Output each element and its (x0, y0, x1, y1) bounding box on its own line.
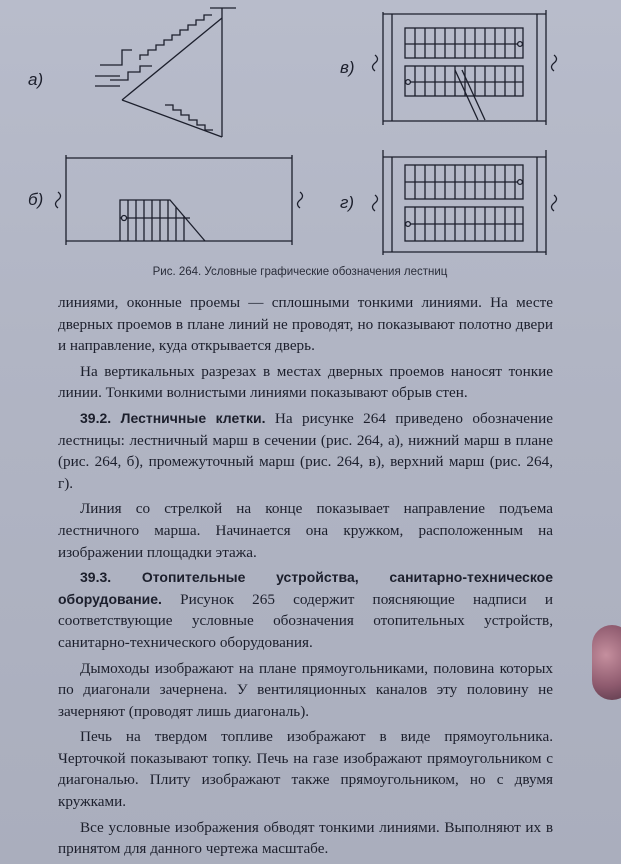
label-g: г) (340, 193, 355, 212)
stair-figure (0, 0, 621, 290)
label-v: в) (340, 58, 355, 77)
body-text (58, 292, 553, 860)
paragraph-1: линиями, оконные проемы — сплошными тонкими линиями. На месте дверных проемов в плане линий не проводят, но показывают полотно двери и направление, куда открывается дверь. (58, 294, 553, 355)
figure-a-section (95, 8, 236, 137)
paragraph-5-body: Рисунок 265 содержит поясняющие надписи и соответствующие условные обозначения отопительных устройств, санитарно-технического оборудования. (58, 590, 553, 651)
paragraph-6: Дымоходы изображают на плане прямоугольниками, половина которых по диагонали зачернена. У вентиляционных каналов эту половину не зачерняют (проводят лишь диагональ). (58, 659, 553, 720)
paragraph-2: На вертикальных разрезах в местах дверных проемов наносят тонкие линии. Тонкими волнистыми линиями показывают обрыв стен. (58, 362, 553, 402)
finger-thumb (592, 625, 621, 700)
paragraph-8: Все условные изображения обводят тонкими линиями. Выполняют их в принятом для данного чертежа масштабе. (58, 818, 553, 858)
paragraph-7: Печь на твердом топливе изображают в виде прямоугольника. Черточкой показывают топку. Печь на газе изображают прямоугольником с диагональю. Плиту изображают также прямоугольником, но с двумя кружками. (58, 728, 553, 811)
figure-caption: Рис. 264. Условные графические обозначения лестниц (152, 266, 448, 278)
label-a: а) (28, 70, 44, 89)
section-heading-39-3: 39.3. Отопительные устройства, санитарно-техническое оборудование. (58, 569, 553, 607)
paragraph-3-body: На рисунке 264 приведено обозначение лестницы: лестничный марш в сечении (рис. 264, а), нижний марш в плане (рис. 264, б), промежуточный марш (рис. 264, в), верхний марш (рис. 264, г). (58, 409, 553, 492)
stair-treads (415, 28, 515, 241)
section-heading-39-2: 39.2. Лестничные клетки. (80, 409, 266, 426)
paragraph-4: Линия со стрелкой на конце показывает направление подъема лестничного марша. Начинается она кружком, расположенным на изображении площадки этажа. (58, 500, 553, 561)
figure-b-plan (56, 155, 303, 245)
paragraph-5 (58, 567, 553, 653)
label-b: б) (28, 190, 44, 209)
paragraph-3 (58, 408, 553, 494)
